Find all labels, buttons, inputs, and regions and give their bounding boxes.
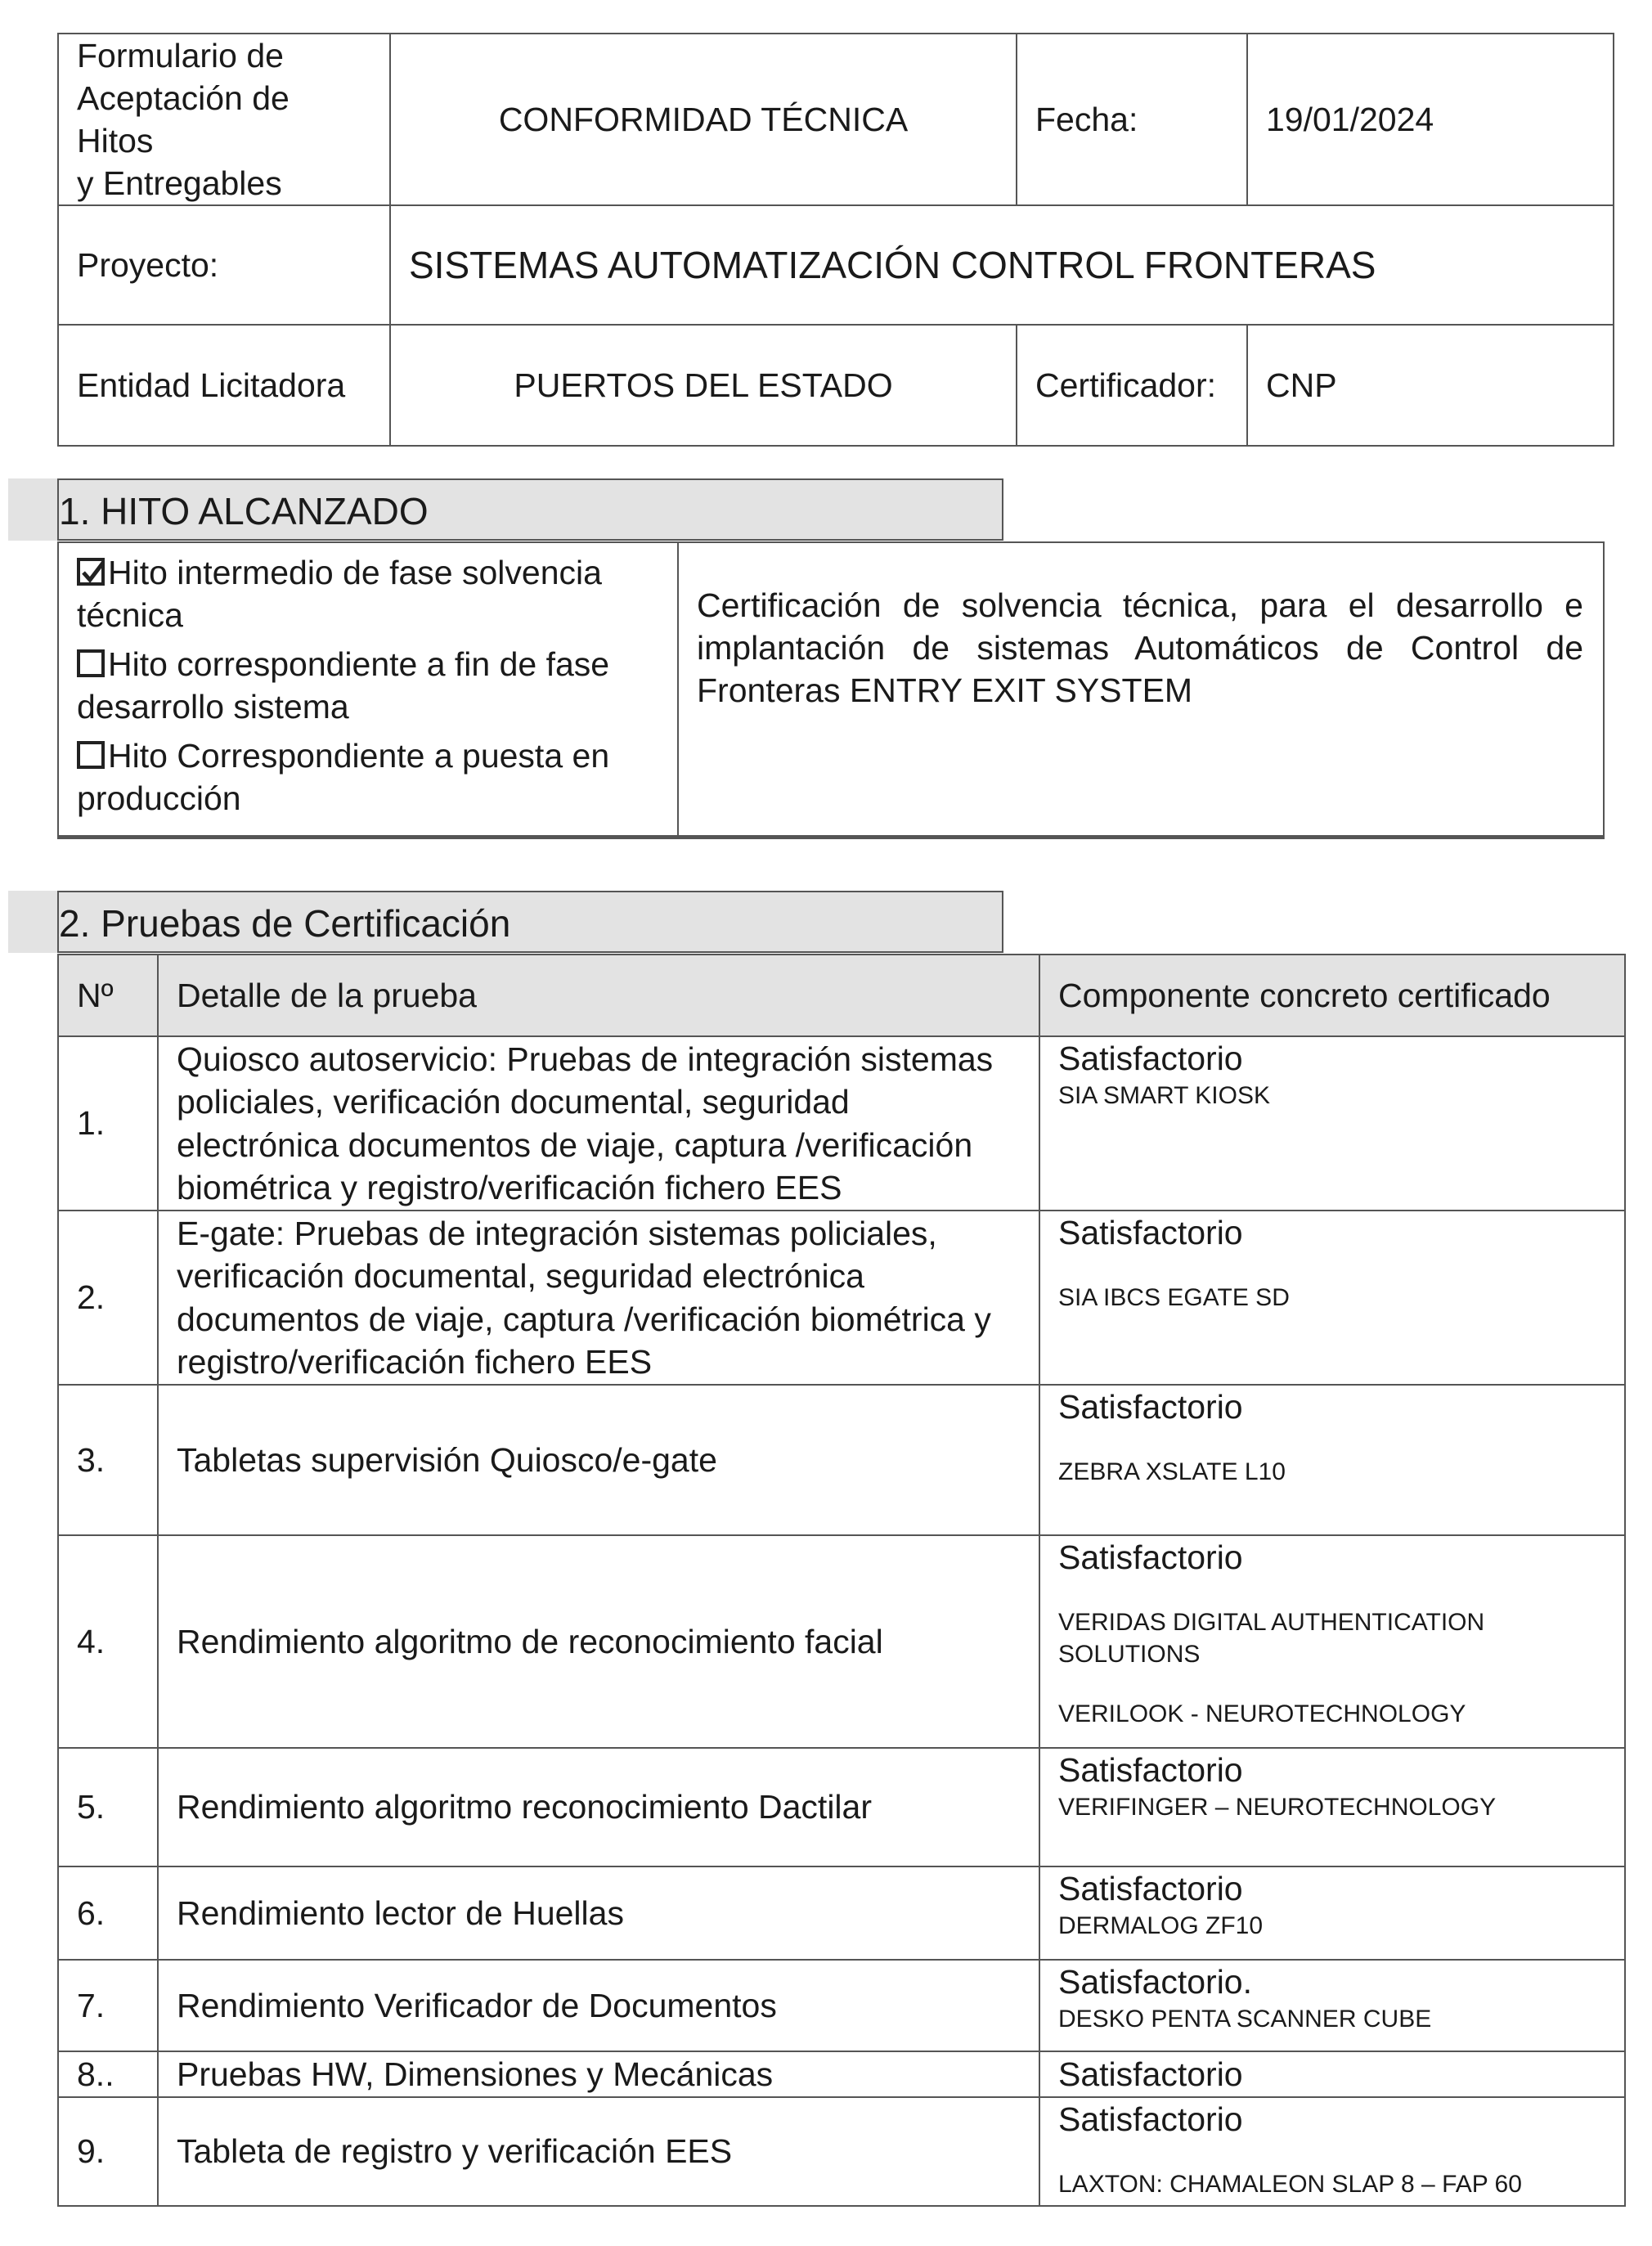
row-detail: Quiosco autoservicio: Pruebas de integración sistemas policiales, verificación documental, seguridad electrónica documentos de viaje, captura /verificación biométrica y registro/verificación fichero EES (158, 1036, 1039, 1211)
row-component-cell (1039, 1036, 1625, 1211)
row-detail: Tableta de registro y verificación EES (158, 2097, 1039, 2206)
milestone-table (57, 541, 1605, 839)
row-num: 3. (58, 1385, 158, 1535)
milestone-option-label: desarrollo sistema (77, 688, 349, 726)
tests-table (57, 954, 1626, 2207)
project-value: SISTEMAS AUTOMATIZACIÓN CONTROL FRONTERAS (390, 205, 1614, 325)
row-detail: Rendimiento algoritmo reconocimiento Dactilar (158, 1748, 1039, 1866)
table-row (58, 1748, 1625, 1866)
certifier-value: CNP (1247, 325, 1614, 446)
row-component-cell (1039, 2051, 1625, 2097)
form-title-line: y Entregables (77, 164, 282, 203)
row-detail: Rendimiento Verificador de Documentos (158, 1960, 1039, 2051)
form-title-line: Formulario de (77, 37, 284, 74)
row-component-cell (1039, 1960, 1625, 2051)
row-component: VERIFINGER – NEUROTECHNOLOGY (1058, 1794, 1497, 1822)
row-num: 4. (58, 1535, 158, 1748)
row-component-cell (1039, 1385, 1625, 1535)
section2-title: 2. Pruebas de Certificación (59, 902, 511, 945)
row-result: Satisfactorio (1058, 1870, 1243, 1907)
section1-title: 1. HITO ALCANZADO (59, 490, 429, 532)
row-component: SIA IBCS EGATE SD (1058, 1284, 1290, 1312)
row-component: DERMALOG ZF10 (1058, 1912, 1264, 1940)
table-row (58, 1211, 1625, 1385)
milestone-description: Certificación de solvencia técnica, para el desarrollo e implantación de sistemas Automáticos de Control de Fronteras ENTRY EXIT SYSTEM (678, 542, 1604, 837)
row-result: Satisfactorio (1058, 1539, 1243, 1576)
row-num: 6. (58, 1866, 158, 1960)
row-result: Satisfactorio (1058, 2055, 1243, 2093)
row-num: 5. (58, 1748, 158, 1866)
milestone-option-3[interactable] (77, 734, 659, 820)
row-component: ZEBRA XSLATE L10 (1058, 1458, 1286, 1486)
column-header-component: Componente concreto certificado (1039, 955, 1625, 1036)
row-detail: Rendimiento algoritmo de reconocimiento facial (158, 1535, 1039, 1748)
certifier-label: Certificador: (1017, 325, 1247, 446)
table-row (58, 2051, 1625, 2097)
section1-header (57, 478, 1003, 541)
column-header-num: Nº (58, 955, 158, 1036)
row-component-cell (1039, 2097, 1625, 2206)
header-table (57, 33, 1614, 447)
row-detail: Tabletas supervisión Quiosco/e-gate (158, 1385, 1039, 1535)
table-row (58, 2097, 1625, 2206)
row-component: DESKO PENTA SCANNER CUBE (1058, 2006, 1432, 2033)
table-row (58, 1535, 1625, 1748)
checkbox-checked-icon[interactable] (77, 558, 105, 586)
section2-tab (8, 891, 57, 953)
milestone-option-label: producción (77, 779, 241, 818)
row-component: LAXTON: CHAMALEON SLAP 8 – FAP 60 (1058, 2171, 1522, 2199)
row-num: 1. (58, 1036, 158, 1211)
entity-value: PUERTOS DEL ESTADO (390, 325, 1017, 446)
table-row (58, 1385, 1625, 1535)
milestone-option-1[interactable] (77, 551, 659, 636)
row-num: 8.. (58, 2051, 158, 2097)
table-row (58, 1960, 1625, 2051)
row-component-cell (1039, 1211, 1625, 1385)
row-component: VERILOOK - NEUROTECHNOLOGY (1058, 1700, 1466, 1728)
row-detail: Rendimiento lector de Huellas (158, 1866, 1039, 1960)
conformity-label: CONFORMIDAD TÉCNICA (390, 34, 1017, 205)
row-num: 7. (58, 1960, 158, 2051)
table-row (58, 1866, 1625, 1960)
entity-label: Entidad Licitadora (58, 325, 390, 446)
section1-tab (8, 478, 57, 541)
milestone-option-label: técnica (77, 596, 183, 635)
milestone-option-label: Hito Correspondiente a puesta en (108, 737, 610, 775)
row-component-cell (1039, 1535, 1625, 1748)
row-component-cell (1039, 1866, 1625, 1960)
row-result: Satisfactorio (1058, 1388, 1243, 1426)
form-title-cell (58, 34, 390, 205)
checkbox-unchecked-icon[interactable] (77, 649, 105, 677)
row-detail: Pruebas HW, Dimensiones y Mecánicas (158, 2051, 1039, 2097)
row-detail: E-gate: Pruebas de integración sistemas policiales, verificación documental, seguridad electrónica documentos de viaje, captura /verificación biométrica y registro/verificación fichero EES (158, 1211, 1039, 1385)
date-value: 19/01/2024 (1247, 34, 1614, 205)
milestone-options (58, 542, 678, 837)
row-result: Satisfactorio (1058, 1751, 1243, 1789)
row-num: 2. (58, 1211, 158, 1385)
table-row (58, 1036, 1625, 1211)
row-result: Satisfactorio. (1058, 1963, 1252, 2001)
row-result: Satisfactorio (1058, 2100, 1243, 2138)
column-header-detail: Detalle de la prueba (158, 955, 1039, 1036)
row-result: Satisfactorio (1058, 1214, 1243, 1251)
section2-header (57, 891, 1003, 953)
checkbox-unchecked-icon[interactable] (77, 741, 105, 769)
row-component: SIA SMART KIOSK (1058, 1082, 1270, 1110)
form-title-line: Aceptación de Hitos (77, 79, 290, 160)
milestone-option-label: Hito correspondiente a fin de fase (108, 645, 610, 684)
row-result: Satisfactorio (1058, 1040, 1243, 1077)
row-num: 9. (58, 2097, 158, 2206)
project-label: Proyecto: (58, 205, 390, 325)
row-component: VERIDAS DIGITAL AUTHENTICATION SOLUTIONS (1058, 1609, 1485, 1669)
milestone-option-2[interactable] (77, 643, 659, 728)
row-component-cell (1039, 1748, 1625, 1866)
date-label: Fecha: (1017, 34, 1247, 205)
milestone-option-label: Hito intermedio de fase solvencia (108, 554, 602, 591)
tests-header-row (58, 955, 1625, 1036)
